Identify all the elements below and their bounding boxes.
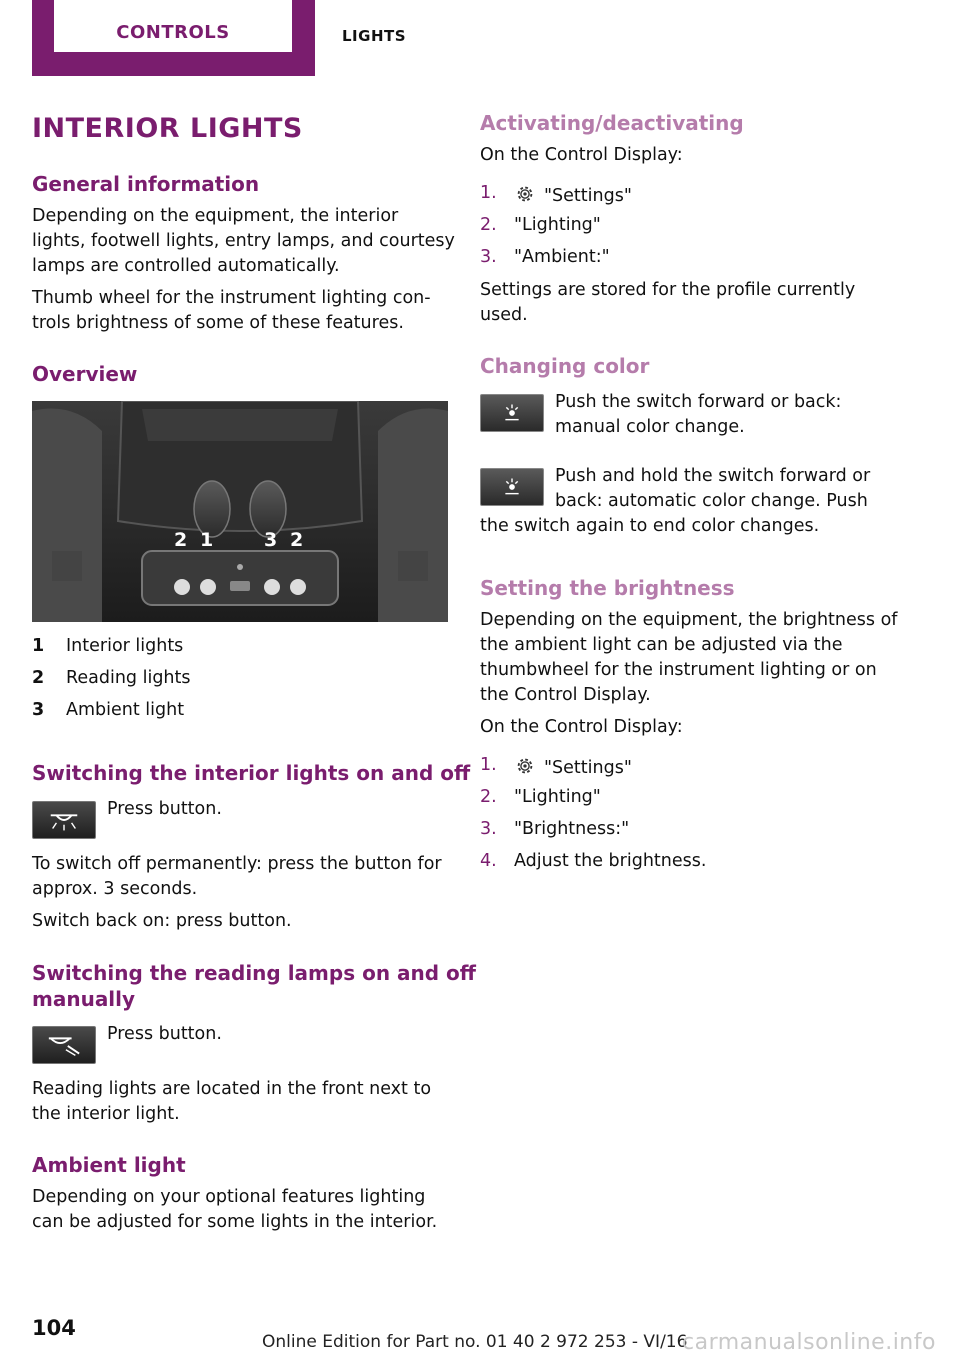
chapter-tab bbox=[32, 0, 315, 76]
chapter-tab-inner bbox=[54, 0, 292, 52]
photo-label-4: 2 bbox=[290, 529, 304, 551]
brightness-intro: On the Control Display: bbox=[480, 717, 683, 737]
switching-paragraph-2: Switch back on: press button. bbox=[32, 911, 292, 931]
reading-light-button-icon bbox=[32, 1026, 96, 1064]
settings-gear-icon bbox=[514, 755, 536, 777]
ambient-heading: Ambient light bbox=[32, 1153, 186, 1177]
color-auto-text-b: the switch again to end color changes. bbox=[480, 516, 820, 536]
photo-label-1: 2 bbox=[174, 529, 188, 551]
chapter-tab-label: CONTROLS bbox=[116, 22, 230, 43]
photo-label-2: 1 bbox=[200, 529, 214, 551]
reading-press: Press button. bbox=[107, 1024, 222, 1044]
overhead-console-illustration bbox=[32, 401, 448, 622]
ambient-paragraph: Depending on your optional features lighting can be adjusted for some lights in the interior. bbox=[32, 1187, 438, 1232]
brightness-heading: Setting the brightness bbox=[480, 576, 735, 600]
page-number: 104 bbox=[32, 1316, 76, 1340]
activating-intro: On the Control Display: bbox=[480, 145, 683, 165]
photo-label-3: 3 bbox=[264, 529, 278, 551]
page-title: INTERIOR LIGHTS bbox=[32, 113, 303, 144]
switching-press: Press button. bbox=[107, 799, 222, 819]
color-heading: Changing color bbox=[480, 354, 650, 378]
watermark: carmanualsonline.info bbox=[682, 1330, 936, 1355]
section-label: LIGHTS bbox=[342, 27, 407, 45]
general-paragraph-1: Depending on the equipment, the interior lights, footwell lights, entry lamps, and courtesy lamps are controlled automatically. bbox=[32, 206, 455, 276]
color-auto-text-a: Push and hold the switch forward or back: automatic color change. Push bbox=[555, 466, 871, 511]
color-manual-text: Push the switch forward or back: manual color change. bbox=[555, 392, 842, 437]
activating-paragraph: Settings are stored for the profile currently used. bbox=[480, 280, 856, 325]
edition-note: Online Edition for Part no. 01 40 2 972 253 - VI/16 bbox=[262, 1332, 688, 1352]
settings-gear-icon bbox=[514, 183, 536, 205]
activating-heading: Activating/deactivating bbox=[480, 111, 744, 135]
reading-paragraph: Reading lights are located in the front next to the interior light. bbox=[32, 1079, 432, 1124]
reading-heading: Switching the reading lamps on and off manually bbox=[32, 961, 476, 1011]
ambient-switch-icon bbox=[480, 394, 544, 432]
switching-paragraph-1: To switch off permanently: press the button for approx. 3 seconds. bbox=[32, 854, 442, 899]
brightness-paragraph: Depending on the equipment, the brightness of the ambient light can be adjusted via the thumbwheel for the instrument lighting or on the Control Display. bbox=[480, 610, 898, 705]
general-heading: General information bbox=[32, 172, 260, 196]
ambient-switch-icon bbox=[480, 468, 544, 506]
interior-light-button-icon bbox=[32, 801, 96, 839]
overview-photo bbox=[32, 401, 448, 622]
switching-heading: Switching the interior lights on and off bbox=[32, 761, 471, 785]
general-paragraph-2: Thumb wheel for the instrument lighting con‐ trols brightness of some of these features. bbox=[32, 288, 431, 333]
overview-heading: Overview bbox=[32, 362, 138, 386]
